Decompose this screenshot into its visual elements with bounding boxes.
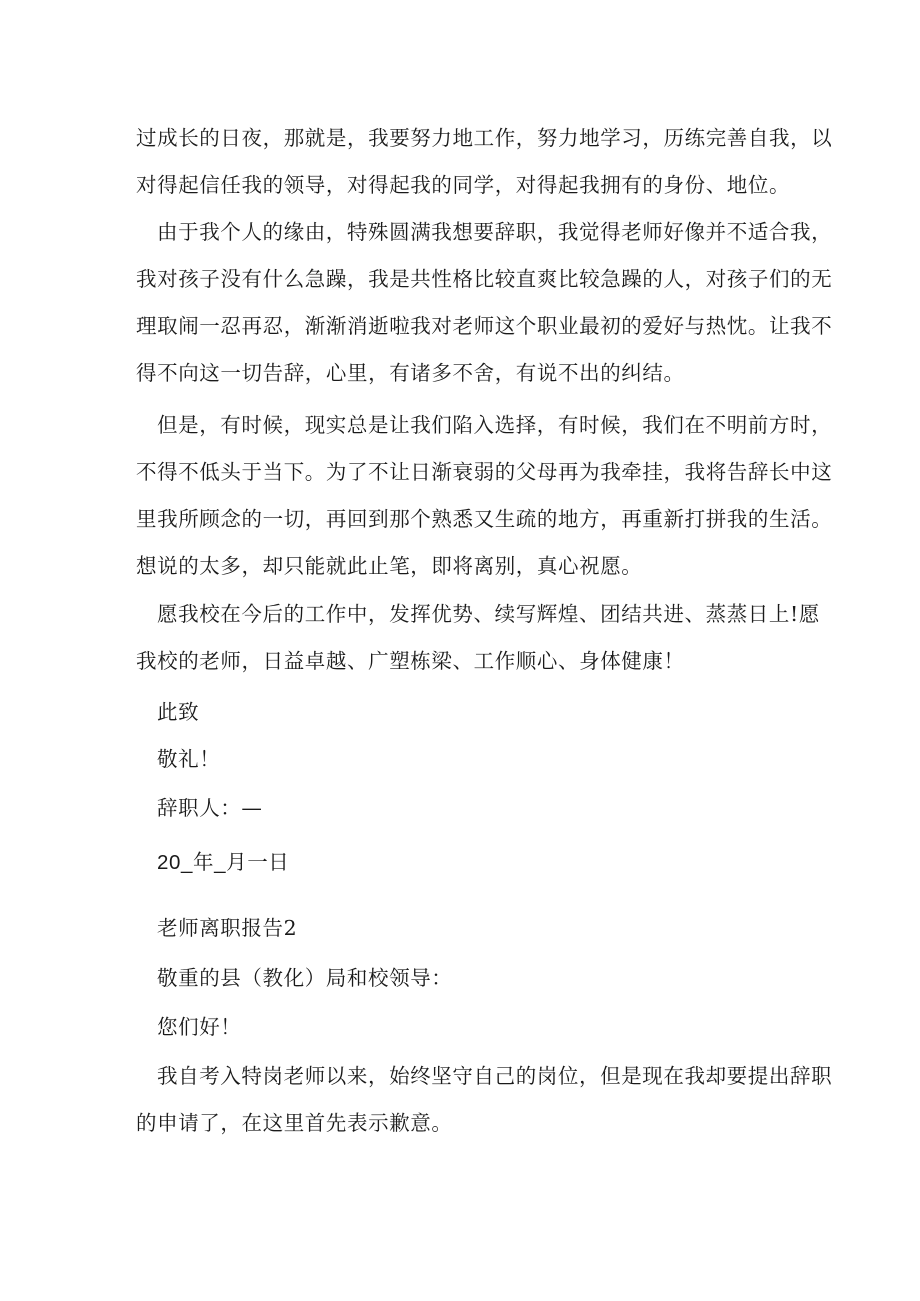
closing-regards: 敬礼！: [157, 747, 221, 771]
section-title: 老师离职报告2: [157, 916, 298, 940]
paragraph-line: 不得不低头于当下。为了不让日渐衰弱的父母再为我牵挂，我将告辞长中这: [136, 460, 833, 484]
paragraph-line: 愿我校在今后的工作中，发挥优势、续写辉煌、团结共进、蒸蒸日上!愿: [157, 602, 820, 626]
paragraph-line: 我对孩子没有什么急躁，我是共性格比较直爽比较急躁的人，对孩子们的无: [136, 267, 833, 291]
paragraph-line: 得不向这一切告辞，心里，有诸多不舍，有说不出的纠结。: [136, 361, 685, 385]
paragraph-line: 我校的老师，日益卓越、广塑栋梁、工作顺心、身体健康！: [136, 649, 685, 673]
paragraph-line: 由于我个人的缘由，特殊圆满我想要辞职，我觉得老师好像并不适合我，: [157, 220, 833, 244]
paragraph-line: 里我所顾念的一切，再回到那个熟悉又生疏的地方，再重新打拼我的生活。: [136, 507, 833, 531]
paragraph-line: 但是，有时候，现实总是让我们陷入选择，有时候，我们在不明前方时，: [157, 413, 833, 437]
greeting-line: 您们好！: [157, 1015, 242, 1039]
closing-salutation: 此致: [157, 700, 200, 724]
paragraph-line: 想说的太多，却只能就此止笔，即将离别，真心祝愿。: [136, 554, 643, 578]
paragraph-line: 理取闹一忍再忍，渐渐消逝啦我对老师这个职业最初的爱好与热忱。让我不: [136, 314, 833, 338]
date-line: 20_年_月一日: [157, 851, 290, 874]
signature-line: 辞职人：—: [157, 796, 263, 820]
paragraph-line: 对得起信任我的领导，对得起我的同学，对得起我拥有的身份、地位。: [136, 173, 791, 197]
paragraph-line: 过成长的日夜，那就是，我要努力地工作，努力地学习，历练完善自我，以: [136, 126, 833, 150]
paragraph-line: 的申请了，在这里首先表示歉意。: [136, 1111, 453, 1135]
paragraph-line: 我自考入特岗老师以来，始终坚守自己的岗位，但是现在我却要提出辞职: [157, 1064, 833, 1088]
addressee-line: 敬重的县（教化）局和校领导：: [157, 966, 453, 990]
